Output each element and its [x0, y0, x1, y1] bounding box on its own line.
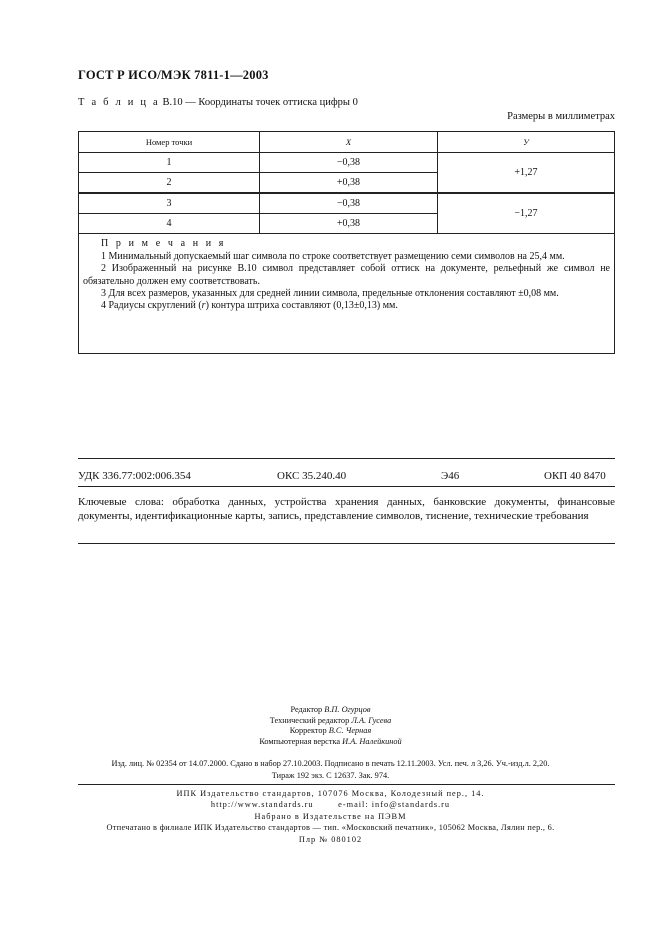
table-caption-text: В.10 — Координаты точек оттиска цифры 0 — [162, 97, 358, 108]
col-header-point: Номер точки — [79, 132, 260, 153]
credit-name: Л.А. Гусева — [351, 715, 392, 725]
cell-point: 3 — [79, 193, 260, 214]
print-info-line: Изд. лиц. № 02354 от 14.07.2000. Сдано в набор 27.10.2003. Подписано в печать 12.11.2003. Усл. печ. л 3,26. Уч.-изд.л. 2,20. — [111, 759, 550, 768]
cell-x: +0,38 — [260, 214, 438, 234]
notes-block — [78, 232, 615, 354]
cell-x: −0,38 — [260, 193, 438, 214]
col-header-x: X — [260, 132, 438, 153]
table-header-row — [79, 132, 615, 153]
cell-point: 4 — [79, 214, 260, 234]
divider-bottom — [78, 543, 615, 544]
note-item: 2 Изображенный на рисунке В.10 символ представляет собой оттиск на документе, рельефный же символ не обязательно должен ему соответствовать. — [83, 263, 610, 287]
credit-line — [0, 716, 661, 727]
note-item: 4 Радиусы скруглений (r) контура штриха составляют (0,13±0,13) мм. — [101, 300, 398, 312]
credit-name: В.П. Огурцов — [324, 705, 371, 714]
publisher-line: ИПК Издательство стандартов, 107076 Москва, Колодезный пер., 14. — [176, 789, 485, 798]
print-info-line: Тираж 192 экз. С 12637. Зак. 974. — [271, 770, 390, 780]
udk-code: УДК 336.77:002:006.354 — [78, 470, 191, 482]
credit-name: В.С. Черная — [328, 726, 372, 736]
note-item: 1 Минимальный допускаемый шаг символа по строке соответствует размещению семи символов на 25,4 мм. — [101, 251, 565, 263]
table-caption — [78, 97, 358, 108]
units-note: Размеры в миллиметрах — [507, 111, 615, 122]
keywords: Ключевые слова: обработка данных, устройства хранения данных, банковские документы, финансовые документы, идентификационные карты, запись, представление символов, тиснение, технические требования — [78, 496, 615, 522]
credit-name: И.А. Налейкиной — [342, 737, 402, 747]
credit-role: Корректор — [289, 726, 327, 736]
table-row — [79, 193, 615, 214]
document-header: ГОСТ Р ИСО/МЭК 7811-1—2003 — [78, 68, 269, 82]
credit-line — [0, 726, 661, 737]
table-row — [79, 153, 615, 173]
credit-line — [0, 705, 661, 716]
oks-code: ОКС 35.240.40 — [277, 470, 347, 482]
e-code: Э46 — [441, 470, 460, 482]
table-caption-label: Т а б л и ц а — [78, 97, 160, 108]
credit-role: Компьютерная верстка — [259, 737, 341, 747]
publisher-line: Плр № 080102 — [298, 834, 363, 844]
divider-middle — [78, 486, 615, 487]
print-info — [0, 758, 661, 781]
cell-point: 2 — [79, 173, 260, 194]
note-item: 3 Для всех размеров, указанных для средней линии символа, предельные отклонения составляют ±0,08 мм. — [101, 287, 559, 299]
credits-block — [0, 705, 661, 748]
credit-line — [0, 737, 661, 748]
cell-x: +0,38 — [260, 173, 438, 194]
publisher-block — [0, 788, 661, 845]
okp-code: ОКП 40 8470 — [544, 470, 606, 482]
cell-point: 1 — [79, 153, 260, 173]
publisher-line: http://www.standards.ru e-mail: info@standards.ru — [210, 800, 451, 810]
divider-top — [78, 458, 615, 459]
cell-x: −0,38 — [260, 153, 438, 173]
credit-role: Редактор — [290, 705, 323, 714]
notes-title: П р и м е ч а н и я — [101, 238, 227, 249]
credit-role: Технический редактор — [269, 715, 350, 725]
publisher-line: Отпечатано в филиале ИПК Издательство стандартов — тип. «Московский печатник», 105062 Москва, Лялин пер., 6. — [106, 823, 555, 833]
cell-y: −1,27 — [438, 193, 615, 234]
col-header-y: У — [438, 132, 615, 153]
cell-y: +1,27 — [438, 153, 615, 194]
divider-imprint — [78, 784, 615, 785]
publisher-line: Набрано в Издательстве на ПЭВМ — [254, 811, 407, 821]
coordinates-table — [78, 131, 615, 234]
